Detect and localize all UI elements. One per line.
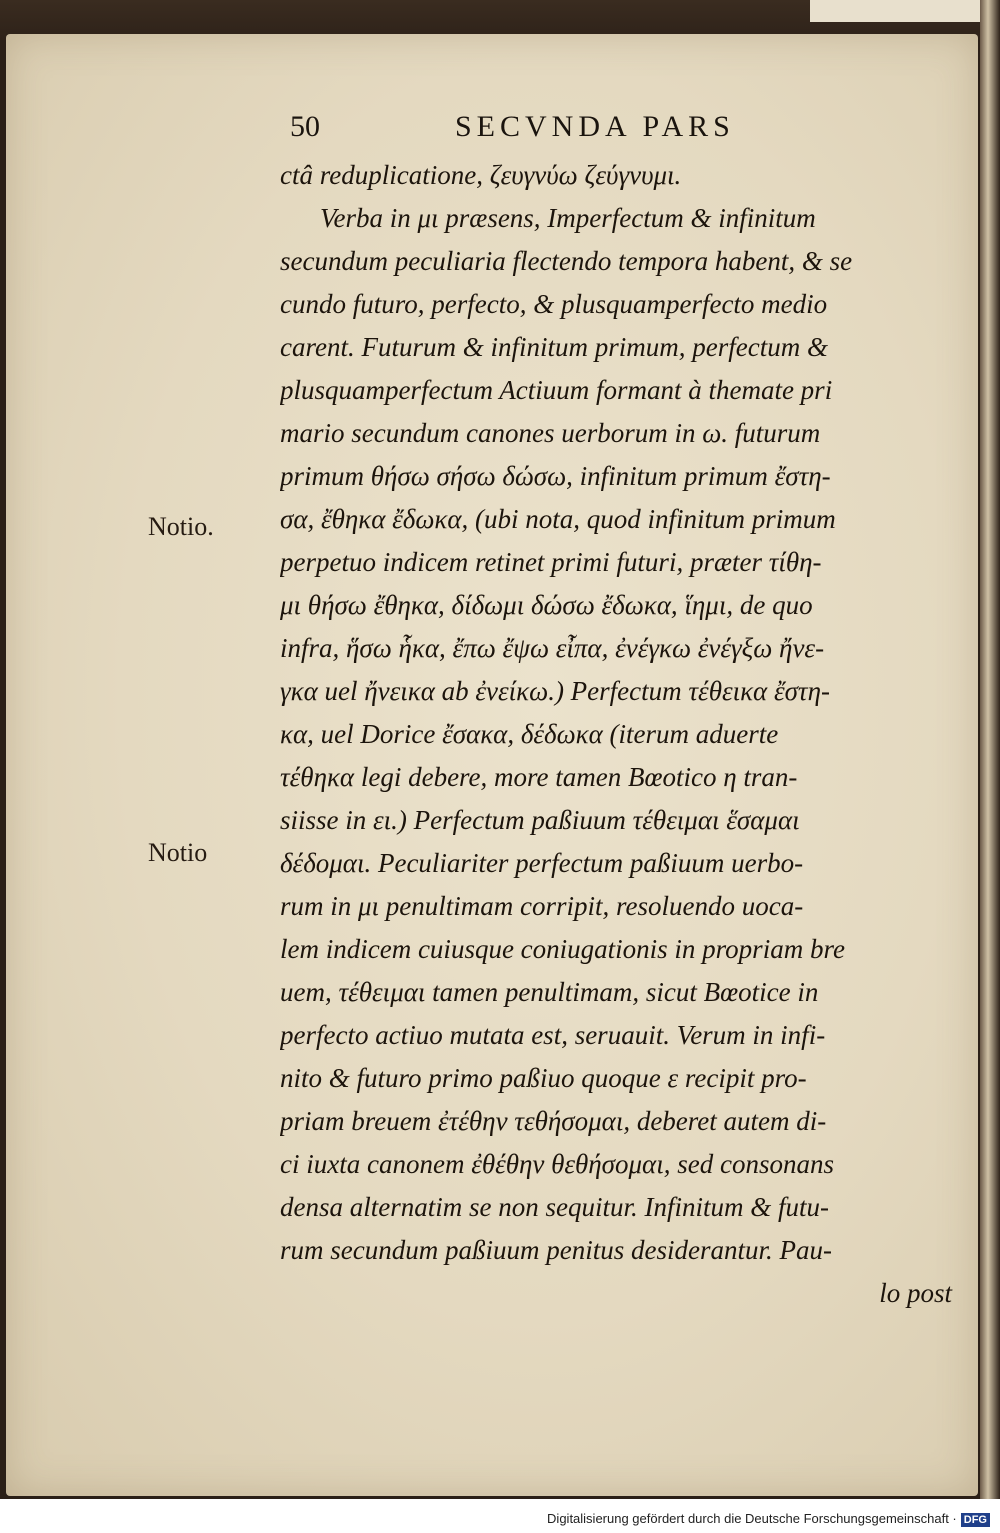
footer-bar [0,1499,1000,1533]
text-line: ctâ reduplicatione, ζευγνύω ζεύγνυμι. [280,160,682,190]
text-line: perfecto actiuo mutata est, seruauit. Verum in infi- [280,1020,826,1050]
text-line: γκα uel ἤνεικα ab ἐνείκω.) Perfectum τέθεικα ἔστη- [280,676,830,706]
text-line: priam breuem ἐτέθην τεθήσομαι, deberet autem di- [280,1106,827,1136]
text-line: infra, ἥσω ἧκα, ἔπω ἔψω εἶπα, ἐνέγκω ἐνέγξω ἤνε- [280,633,825,663]
text-line: rum secundum paßiuum penitus desiderantur. Pau- [280,1235,832,1265]
text-line: κα, uel Dorice ἔσακα, δέδωκα (iterum aduerte [280,719,779,749]
text-line: ci iuxta canonem ἐθέθην θεθήσομαι, sed consonans [280,1149,834,1179]
text-line: τέθηκα legi debere, more tamen Bœotico η tran- [280,762,798,792]
text-line: carent. Futurum & infinitum primum, perfectum & [280,332,828,362]
page-edge-right [980,0,1000,1500]
text-line: siisse in ει.) Perfectum paßiuum τέθειμαι ἕσαμαι [280,805,800,835]
text-line: plusquamperfectum Actiuum formant à themate pri [280,375,833,405]
text-line: secundum peculiaria flectendo tempora habent, & se [280,246,853,276]
footer-credit-text: Digitalisierung gefördert durch die Deutsche Forschungsgemeinschaft · [547,1511,957,1527]
adjacent-page-corner [810,0,980,22]
body-text [280,154,960,1315]
dfg-logo-icon: DFG [961,1513,990,1527]
text-line: δέδομαι. Peculiariter perfectum paßiuum uerbo- [280,848,804,878]
text-line: rum in μι penultimam corripit, resoluendo uoca- [280,891,804,921]
margin-note: Notio. [148,512,214,541]
text-line: cundo futuro, perfecto, & plusquamperfecto medio [280,289,828,319]
catchword: lo post [879,1278,952,1308]
footer-credit [547,1511,990,1527]
text-line: uem, τέθειμαι tamen penultimam, sicut Bœotice in [280,977,819,1007]
text-line: μι θήσω ἔθηκα, δίδωμι δώσω ἔδωκα, ἵημι, de quo [280,590,813,620]
text-line: perpetuo indicem retinet primi futuri, præter τίθη- [280,547,822,577]
margin-note: Notio [148,838,208,867]
text-line: lem indicem cuiusque coniugationis in propriam bre [280,934,845,964]
text-line: nito & futuro primo paßiuo quoque ε recipit pro- [280,1063,807,1093]
text-line: Verba in μι præsens, Imperfectum & infinitum [320,203,816,233]
text-line: σα, ἔθηκα ἔδωκα, (ubi nota, quod infinitum primum [280,504,836,534]
text-line: mario secundum canones uerborum in ω. futurum [280,418,821,448]
section-title: SECVNDA PARS [455,110,735,143]
text-line: primum θήσω σήσω δώσω, infinitum primum ἔστη- [280,461,831,491]
text-line: densa alternatim se non sequitur. Infinitum & futu- [280,1192,829,1222]
running-head [290,110,790,154]
page-number: 50 [290,110,320,143]
